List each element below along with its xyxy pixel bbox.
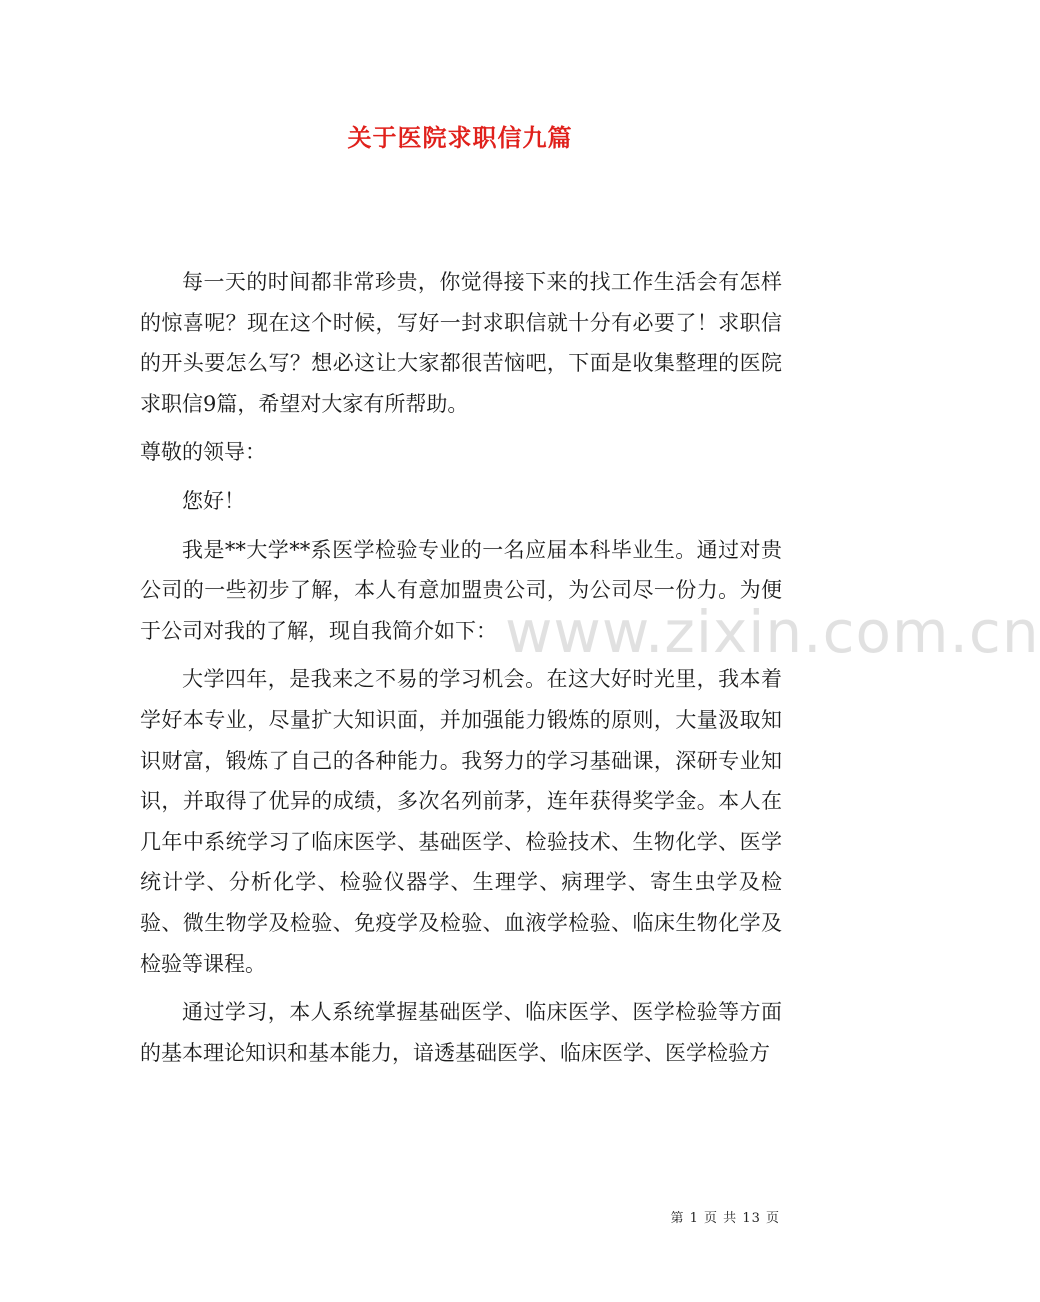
document-title: 关于医院求职信九篇 [347,123,573,152]
document-body [140,262,782,1081]
paragraph-study: 大学四年，是我来之不易的学习机会。在这大好时光里，我本着学好本专业，尽量扩大知识面，并加强能力锻炼的原则，大量汲取知识财富，锻炼了自己的各种能力。我努力的学习基础课，深研专业知识，并取得了优异的成绩，多次名列前茅，连年获得奖学金。本人在几年中系统学习了临床医学、基础医学、检验技术、生物化学、医学统计学、分析化学、检验仪器学、生理学、病理学、寄生虫学及检验、微生物学及检验、免疫学及检验、血液学检验、临床生物化学及检验等课程。 [140,667,782,976]
paragraph-intro: 每一天的时间都非常珍贵，你觉得接下来的找工作生活会有怎样的惊喜呢？现在这个时候，写好一封求职信就十分有必要了！求职信的开头要怎么写？想必这让大家都很苦恼吧，下面是收集整理的医院求职信9篇，希望对大家有所帮助。 [140,270,782,416]
paragraph-salutation: 尊敬的领导： [140,440,266,465]
paragraph-knowledge: 通过学习，本人系统掌握基础医学、临床医学、医学检验等方面的基本理论知识和基本能力，谙透基础医学、临床医学、医学检验方 [140,1000,782,1065]
paragraph-greeting: 您好！ [182,488,245,513]
paragraph-self-intro: 我是**大学**系医学检验专业的一名应届本科毕业生。通过对贵公司的一些初步了解，本人有意加盟贵公司，为公司尽一份力。为便于公司对我的了解，现自我简介如下： [140,537,782,643]
watermark-text: www.zixin.com.cn [505,598,1040,666]
page-number-footer: 第 1 页 共 13 页 [670,1211,780,1226]
